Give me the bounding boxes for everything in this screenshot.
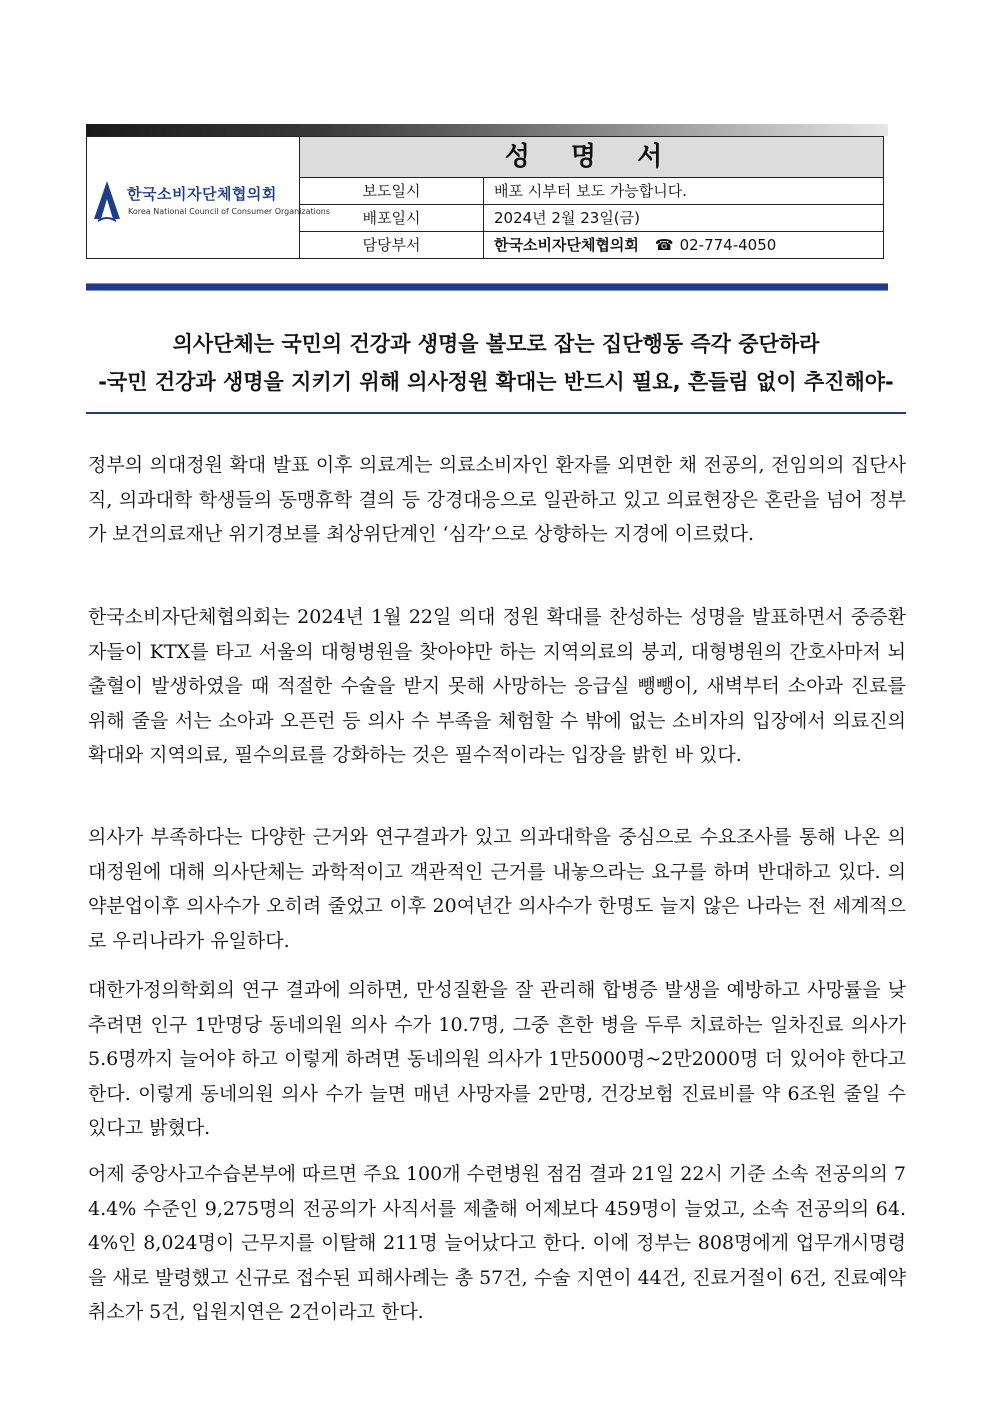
org-name-ko: 한국소비자단체협의회 bbox=[127, 185, 277, 203]
body-paragraph-4: 대한가정의학회의 연구 결과에 의하면, 만성질환을 잘 관리해 합병증 발생을 예방하고 사망률을 낮추려면 인구 1만명당 동네의원 의사 수가 10.7명, 그중 흔한 병을 두루 치료하는 일차진료 의사가 5.6명까지 늘어야 하고 이렇게 하려면 동네의원 의사가 1만5000명~2만2000명 더 있어야 한다고 한다. 이렇게 동네의원 의사 수가 늘면 매년 사망자를 2만명, 건강보험 진료비를 약 6조원 줄일 수 있다고 밝혔다. bbox=[88, 979, 906, 1139]
org-logo-cell bbox=[87, 137, 331, 258]
distribution-date-label: 배포일시 bbox=[300, 205, 484, 231]
distribution-date-row bbox=[300, 205, 883, 232]
doc-title: 성 명 서 bbox=[300, 137, 883, 178]
department-phone: 02-774-4050 bbox=[679, 236, 777, 254]
body-paragraph-5: 어제 중앙사고수습본부에 따르면 주요 100개 수련병원 점검 결과 21일 22시 기준 소속 전공의의 74.4% 수준인 9,275명의 전공의가 사직서를 제출해 어제보다 459명이 늘었고, 소속 전공의의 64.4%인 8,024명이 근무지를 이탈해 211명 늘어났다고 한다. 이에 정부는 808명에게 업무개시명령을 새로 발령했고 신규로 접수된 피해사례는 총 57건, 수술 지연이 44건, 진료거절이 6건, 진료예약 취소가 5건, 입원지연은 2건이라고 한다. bbox=[88, 1163, 906, 1323]
department-row bbox=[300, 232, 883, 258]
press-release-header-table bbox=[86, 136, 884, 259]
phone-icon: ☎ bbox=[654, 236, 674, 254]
distribution-date-value: 2024년 2월 23일(금) bbox=[494, 209, 641, 227]
body-paragraph-3: 의사가 부족하다는 다양한 근거와 연구결과가 있고 의과대학을 중심으로 수요조사를 통해 나온 의대정원에 대해 의사단체는 과학적이고 객관적인 근거를 내놓으라는 요구를 하며 반대하고 있다. 의약분업이후 의사수가 오히려 줄었고 이후 20여년간 의사수가 한명도 늘지 않은 나라는 전 세계적으로 우리나라가 유일하다. bbox=[88, 826, 906, 952]
body-paragraph-2: 한국소비자단체협의회는 2024년 1월 22일 의대 정원 확대를 찬성하는 성명을 발표하면서 중증환자들이 KTX를 타고 서울의 대형병원을 찾아야만 하는 지역의료의 붕괴, 대형병원의 간호사마저 뇌출혈이 발생하였을 때 적절한 수술을 받지 못해 사망하는 응급실 뺑뺑이, 새벽부터 소아과 진료를 위해 줄을 서는 소아과 오픈런 등 의사 수 부족을 체험할 수 밖에 없는 소비자의 입장에서 의료진의 확대와 지역의료, 필수의료를 강화하는 것은 필수적이라는 입장을 밝힌 바 있다. bbox=[88, 606, 906, 766]
release-time-row bbox=[300, 178, 883, 205]
header-top-bar bbox=[86, 124, 888, 136]
headline-divider bbox=[86, 412, 906, 414]
release-time-label: 보도일시 bbox=[300, 178, 484, 204]
body-paragraph-1: 정부의 의대정원 확대 발표 이후 의료계는 의료소비자인 환자를 외면한 채 전공의, 전임의의 집단사직, 의과대학 학생들의 동맹휴학 결의 등 강경대응으로 일관하고 있고 의료현장은 혼란을 넘어 정부가 보건의료재난 위기경보를 최상위단계인 ‘심각’으로 상향하는 지경에 이르렀다. bbox=[88, 454, 906, 545]
consumer-council-logo-icon bbox=[92, 179, 122, 223]
header-divider bbox=[86, 283, 888, 291]
release-time-value: 배포 시부터 보도 가능합니다. bbox=[494, 182, 687, 200]
department-name: 한국소비자단체협의회 bbox=[494, 236, 639, 254]
org-name-en: Korea National Council of Consumer Organizations bbox=[128, 207, 331, 216]
department-value bbox=[494, 232, 776, 258]
department-label: 담당부서 bbox=[300, 232, 484, 258]
headline-subtitle: -국민 건강과 생명을 지키기 위해 의사정원 확대는 반드시 필요, 흔들림 없이 추진해야- bbox=[98, 370, 894, 394]
headline-title: 의사단체는 국민의 건강과 생명을 볼모로 잡는 집단행동 즉각 중단하라 bbox=[172, 332, 820, 356]
